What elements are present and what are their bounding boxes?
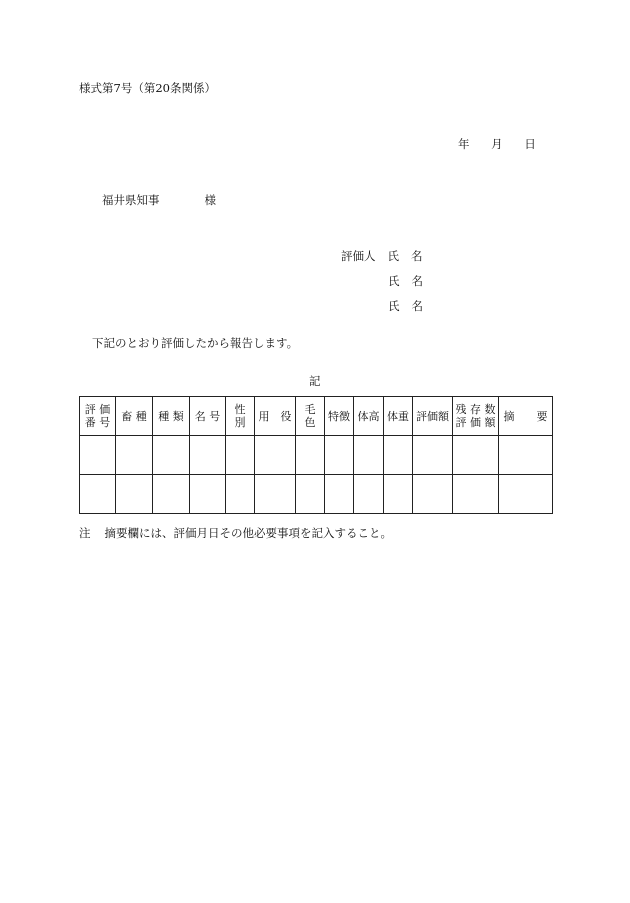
intro-text: 下記のとおり評価したから報告します。 bbox=[92, 336, 299, 350]
report-table bbox=[79, 396, 553, 514]
addressee-honorific: 様 bbox=[204, 193, 216, 207]
table-cell[interactable] bbox=[453, 475, 499, 514]
table-cell[interactable] bbox=[153, 475, 190, 514]
form-number: 様式第7号（第20条関係） bbox=[79, 81, 216, 95]
header-livestock-type: 畜 種 bbox=[116, 397, 153, 436]
addressee-name: 福井県知事 bbox=[102, 193, 160, 207]
table-cell[interactable] bbox=[296, 436, 325, 475]
table-cell[interactable] bbox=[80, 436, 116, 475]
header-sex: 性 別 bbox=[226, 397, 255, 436]
note-text: 摘要欄には、評価月日その他必要事項を記入すること。 bbox=[104, 526, 392, 540]
table-cell[interactable] bbox=[153, 436, 190, 475]
table-cell[interactable] bbox=[413, 436, 453, 475]
given-name-label: 名 bbox=[411, 274, 423, 288]
header-eval-number: 評 価 番 号 bbox=[80, 397, 116, 436]
ki-label: 記 bbox=[309, 374, 321, 388]
table-cell[interactable] bbox=[190, 436, 226, 475]
header-purpose: 用 役 bbox=[255, 397, 296, 436]
table-row bbox=[80, 436, 553, 475]
evaluator-label: 評価人 bbox=[341, 249, 376, 263]
header-animal-name: 名 号 bbox=[190, 397, 226, 436]
surname-label: 氏 bbox=[387, 249, 399, 263]
table-cell[interactable] bbox=[413, 475, 453, 514]
addressee bbox=[102, 193, 216, 207]
table-cell[interactable] bbox=[384, 436, 413, 475]
header-height: 体高 bbox=[354, 397, 384, 436]
table-header-row bbox=[80, 397, 553, 436]
note-mark: 注 bbox=[79, 526, 91, 540]
table-cell[interactable] bbox=[325, 475, 354, 514]
table-cell[interactable] bbox=[296, 475, 325, 514]
header-residual-amount: 残 存 数 評 価 額 bbox=[453, 397, 499, 436]
evaluator-row bbox=[388, 299, 423, 313]
table-cell[interactable] bbox=[384, 475, 413, 514]
table-cell[interactable] bbox=[255, 436, 296, 475]
header-features: 特徴 bbox=[325, 397, 354, 436]
date-day-label: 日 bbox=[524, 137, 536, 151]
header-coat-color: 毛 色 bbox=[296, 397, 325, 436]
table-cell[interactable] bbox=[255, 475, 296, 514]
table-cell[interactable] bbox=[354, 475, 384, 514]
given-name-label: 名 bbox=[411, 249, 423, 263]
table-cell[interactable] bbox=[190, 475, 226, 514]
header-eval-amount: 評価額 bbox=[413, 397, 453, 436]
table-cell[interactable] bbox=[80, 475, 116, 514]
date-month-label: 月 bbox=[491, 137, 503, 151]
header-breed: 種 類 bbox=[153, 397, 190, 436]
note bbox=[79, 526, 392, 540]
date-year-label: 年 bbox=[458, 137, 470, 151]
table-cell[interactable] bbox=[226, 436, 255, 475]
given-name-label: 名 bbox=[411, 299, 423, 313]
table-cell[interactable] bbox=[116, 475, 153, 514]
table-cell[interactable] bbox=[499, 436, 553, 475]
table-cell[interactable] bbox=[325, 436, 354, 475]
date-line bbox=[458, 137, 536, 151]
table-cell[interactable] bbox=[354, 436, 384, 475]
table-cell[interactable] bbox=[499, 475, 553, 514]
evaluator-row bbox=[388, 274, 423, 288]
table-cell[interactable] bbox=[453, 436, 499, 475]
surname-label: 氏 bbox=[388, 274, 400, 288]
evaluator-row bbox=[341, 249, 423, 263]
header-remarks: 摘 要 bbox=[499, 397, 553, 436]
table-cell[interactable] bbox=[116, 436, 153, 475]
surname-label: 氏 bbox=[388, 299, 400, 313]
table-row bbox=[80, 475, 553, 514]
table-cell[interactable] bbox=[226, 475, 255, 514]
header-weight: 体重 bbox=[384, 397, 413, 436]
